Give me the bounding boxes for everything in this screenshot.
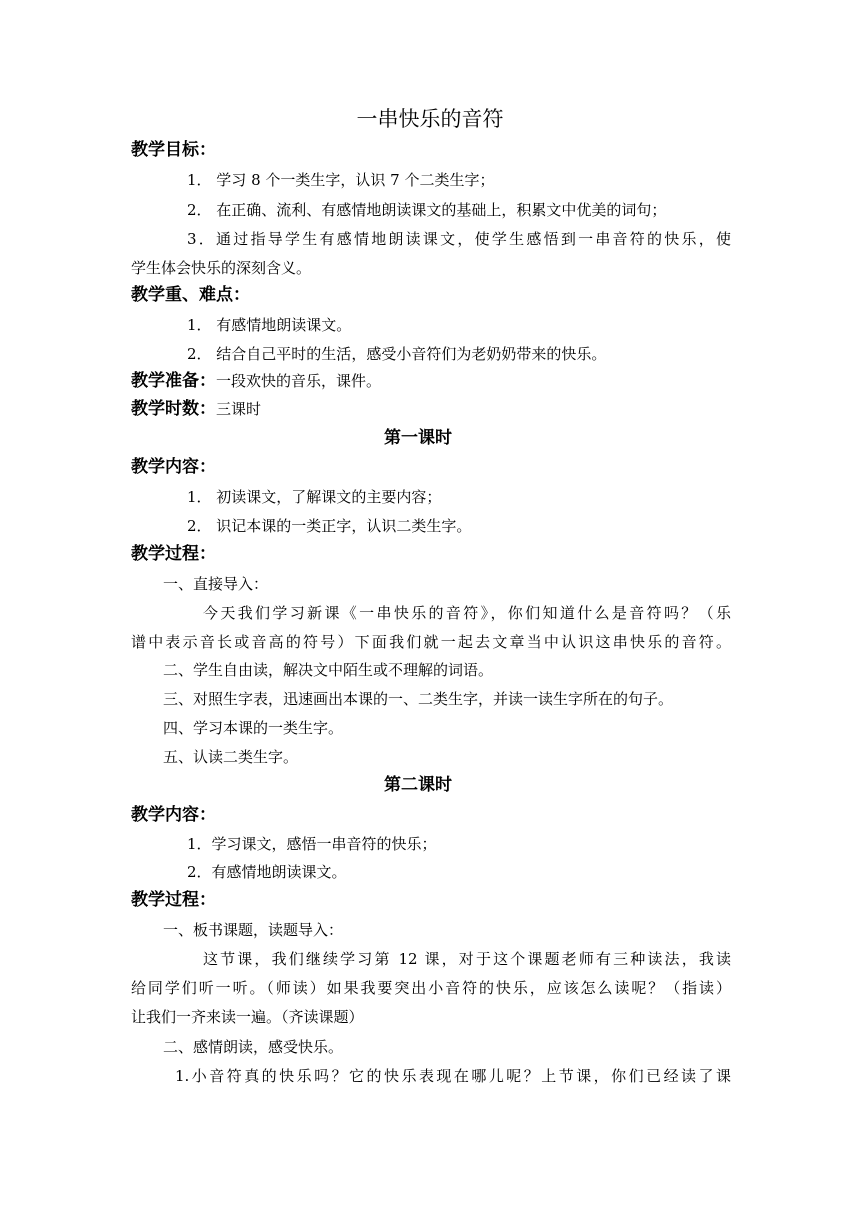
hours-row <box>131 398 261 420</box>
lesson2-process-step-1-text: 这节课，我们继续学习第 12 课，对于这个课题老师有三种读法，我读 <box>203 950 731 968</box>
hours-value: 三课时 <box>216 400 262 418</box>
lesson1-process-step-2: 二、学生自由读，解决文中陌生或不理解的词语。 <box>163 661 494 679</box>
lesson2-process-step-1: 一、板书课题，读题导入： <box>163 921 344 939</box>
lesson1-process-step-1: 一、直接导入： <box>163 575 269 593</box>
lesson1-content-item-2: 2． 识记本课的一类正字，认识二类生字。 <box>187 517 472 535</box>
lesson1-process-step-3: 三、对照生字表，迅速画出本课的一、二类生字，并读一读生字所在的句子。 <box>163 690 674 708</box>
lesson1-process-step-1-text-continued: 谱中表示音长或音高的符号）下面我们就一起去文章当中认识这串快乐的音符。 <box>131 633 731 651</box>
lesson1-title: 第一课时 <box>384 428 452 448</box>
lesson1-process-step-1-text: 今天我们学习新课《一串快乐的音符》，你们知道什么是音符吗？（乐 <box>203 604 731 622</box>
lesson2-content-item-1: 1．学习课文，感悟一串音符的快乐； <box>187 835 437 853</box>
lesson2-process-step-1-text-continued: 给同学们听一听。（师读）如果我要突出小音符的快乐，应该怎么读呢？（指读） <box>131 979 731 997</box>
lesson1-process-step-4: 四、学习本课的一类生字。 <box>163 719 344 737</box>
lesson1-content-item-1: 1． 初读课文，了解课文的主要内容； <box>187 488 442 506</box>
objectives-heading: 教学目标： <box>131 140 216 160</box>
lesson2-process-step-2: 二、感情朗读，感受快乐。 <box>163 1038 344 1056</box>
objective-item-3: 3．通过指导学生有感情地朗读课文，使学生感悟到一串音符的快乐，使 <box>187 230 731 248</box>
lesson1-process-heading: 教学过程： <box>131 544 216 564</box>
lesson2-content-item-2: 2．有感情地朗读课文。 <box>187 863 347 881</box>
lesson2-process-step-1-text-end: 让我们一齐来读一遍。（齐读课题） <box>131 1008 364 1026</box>
key-point-item-1: 1． 有感情地朗读课文。 <box>187 316 352 334</box>
key-points-heading: 教学重、难点： <box>131 285 250 305</box>
objective-item-3-continued: 学生体会快乐的深刻含义。 <box>131 259 312 277</box>
preparation-heading: 教学准备： <box>131 371 216 391</box>
lesson2-process-heading: 教学过程： <box>131 890 216 910</box>
hours-heading: 教学时数： <box>131 399 216 419</box>
document-title: 一串快乐的音符 <box>356 107 504 131</box>
preparation-row <box>131 370 381 392</box>
lesson2-title: 第二课时 <box>384 775 452 795</box>
lesson2-process-step-2-item-1: 1.小音符真的快乐吗？它的快乐表现在哪儿呢？上节课，你们已经读了课 <box>175 1067 731 1085</box>
lesson2-content-heading: 教学内容： <box>131 805 216 825</box>
key-point-item-2: 2． 结合自己平时的生活，感受小音符们为老奶奶带来的快乐。 <box>187 345 607 363</box>
preparation-value: 一段欢快的音乐，课件。 <box>216 372 382 390</box>
lesson1-content-heading: 教学内容： <box>131 457 216 477</box>
objective-item-2: 2． 在正确、流利、有感情地朗读课文的基础上，积累文中优美的词句； <box>187 201 667 219</box>
objective-item-1: 1． 学习 8 个一类生字，认识 7 个二类生字； <box>187 171 495 189</box>
lesson1-process-step-5: 五、认读二类生字。 <box>163 748 299 766</box>
